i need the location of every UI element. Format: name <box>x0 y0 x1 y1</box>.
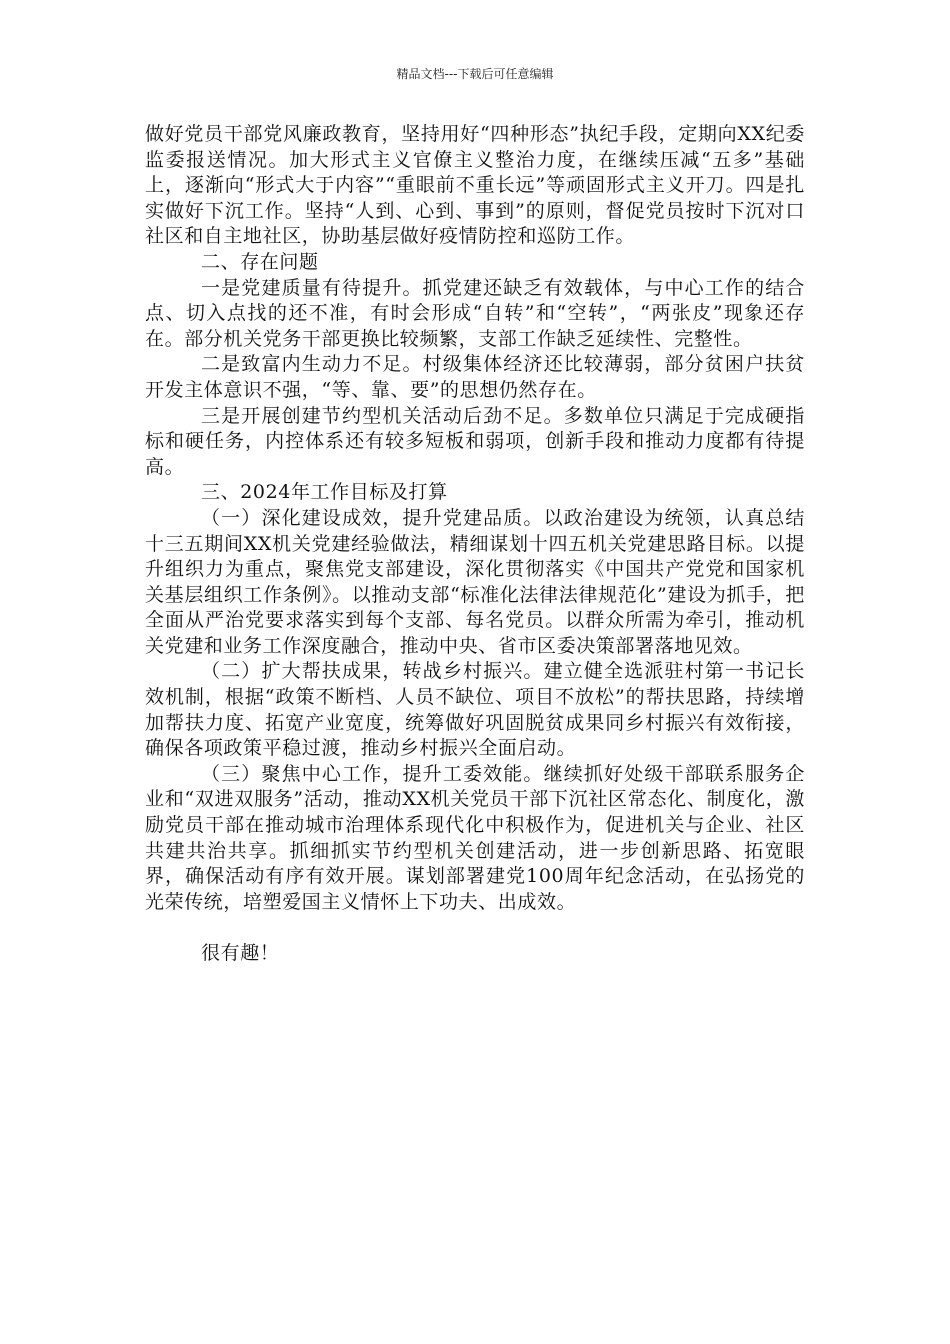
paragraph-problem-2: 二是致富内生动力不足。村级集体经济还比较薄弱，部分贫困户扶贫开发主体意识不强，“等、靠、要”的思想仍然存在。 <box>145 353 805 401</box>
closing-remark: 很有趣！ <box>201 942 280 965</box>
section-heading-goals: 三、2024年工作目标及打算 <box>201 481 448 504</box>
section-heading-problems: 二、存在问题 <box>201 250 319 273</box>
paragraph-goal-1: （一）深化建设成效，提升党建品质。以政治建设为统领，认真总结十三五期间XX机关党建经验做法，精细谋划十四五机关党建思路目标。以提升组织力为重点，聚焦党支部建设，深化贯彻落实《中国共产党党和国家机关基层组织工作条例》。以推动支部“标准化法律法律规范化”建设为抓手，把全面从严治党要求落实到每个支部、每名党员。以群众所需为牵引，推动机关党建和业务工作深度融合，推动中央、省市区委决策部署落地见效。 <box>145 506 805 657</box>
paragraph-goal-3: （三）聚焦中心工作，提升工委效能。继续抓好处级干部联系服务企业和“双进双服务”活动，推动XX机关党员干部下沉社区常态化、制度化，激励党员干部在推动城市治理体系现代化中积极作为，促进机关与企业、社区共建共治共享。抓细抓实节约型机关创建活动，进一步创新思路、拓宽眼界，确保活动有序有效开展。谋划部署建党100周年纪念活动，在弘扬党的光荣传统，培塑爱国主义情怀上下功夫、出成效。 <box>145 762 805 913</box>
paragraph-goal-2: （二）扩大帮扶成果，转战乡村振兴。建立健全选派驻村第一书记长效机制，根据“政策不断档、人员不缺位、项目不放松”的帮扶思路，持续增加帮扶力度、拓宽产业宽度，统筹做好巩固脱贫成果同乡村振兴有效衔接，确保各项政策平稳过渡，推动乡村振兴全面启动。 <box>145 660 805 760</box>
paragraph-continuation: 做好党员干部党风廉政教育，坚持用好“四种形态”执纪手段，定期向XX纪委监委报送情况。加大形式主义官僚主义整治力度，在继续压减“五多”基础上，逐渐向“形式大于内容”“重眼前不重长远”等顽固形式主义开刀。四是扎实做好下沉工作。坚持“人到、心到、事到”的原则，督促党员按时下沉对口社区和自主地社区，协助基层做好疫情防控和巡防工作。 <box>145 123 805 248</box>
paragraph-problem-1: 一是党建质量有待提升。抓党建还缺乏有效载体，与中心工作的结合点、切入点找的还不准，有时会形成“自转”和“空转”，“两张皮”现象还存在。部分机关党务干部更换比较频繁，支部工作缺乏延续性、完整性。 <box>145 276 805 350</box>
document-body <box>145 122 805 967</box>
page-header: 精品文档---下载后可任意编辑 <box>396 67 554 81</box>
paragraph-problem-3: 三是开展创建节约型机关活动后劲不足。多数单位只满足于完成硬指标和硬任务，内控体系还有较多短板和弱项，创新手段和推动力度都有待提高。 <box>145 404 805 478</box>
